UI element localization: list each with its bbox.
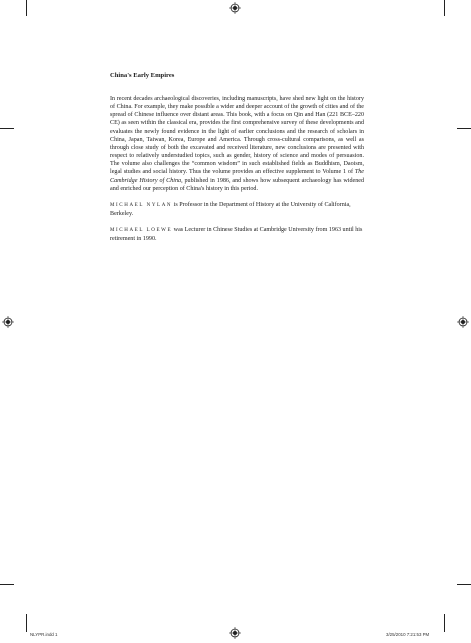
author-bio-loewe xyxy=(110,226,364,243)
page-content xyxy=(110,72,364,252)
slug-file-name: NLYPR.indd 1 xyxy=(30,632,58,637)
blurb-text-part-2: , published in 1986, and shows how subsequent archaeology has widened and enriched our perception of China's history in this period. xyxy=(110,177,364,192)
crop-mark-left-lower xyxy=(0,584,14,585)
blurb-italic-title: The Cambridge History of China xyxy=(110,169,364,184)
blurb-text-part-1: In recent decades archaeological discoveries, including manuscripts, have shed new light on the history of China. For example, they make possible a wider and deeper account of the growth of cities and of the spread of Chinese influence over distant areas. This book, with a focus on Qin and Han (221 BCE–220 CE) as seen within the classical era, provides the first comprehensive survey of these developments and evaluates the newly found evidence in the light of earlier conclusions and the research of scholars in China, Japan, Taiwan, Korea, Europe and America. Through cross-cultural comparisons, as well as through close study of both the excavated and received literature, new conclusions are presented with respect to relatively understudied topics, such as gender, history of science and modes of persuasion. The volume also challenges the “common wisdom” in such established fields as Buddhism, Daoism, legal studies and social history. Thus the volume provides an effective supplement to Volume 1 of xyxy=(110,96,364,176)
crop-mark-bottom-right xyxy=(444,614,445,632)
crop-mark-bottom-left xyxy=(26,614,27,632)
crop-mark-right-upper xyxy=(457,128,471,129)
crop-mark-top-right xyxy=(444,0,445,16)
book-title: China's Early Empires xyxy=(110,72,175,79)
author-bio-text: was Lecturer in Chinese Studies at Cambridge University from 1963 until his retirement in 1990. xyxy=(110,227,363,243)
registration-mark-right-icon xyxy=(457,316,469,328)
author-bio-text: is Professor in the Department of History at the University of California, Berkeley. xyxy=(110,201,351,218)
crop-mark-top-left xyxy=(26,0,27,16)
registration-mark-bottom-icon xyxy=(229,627,241,639)
author-bio-nylan xyxy=(110,201,364,218)
author-name: MICHAEL LOEWE xyxy=(110,228,173,234)
crop-mark-left-upper xyxy=(0,128,14,129)
crop-mark-right-lower xyxy=(457,584,471,585)
registration-mark-left-icon xyxy=(2,316,14,328)
slug-timestamp: 3/25/2010 7:21:53 PM xyxy=(386,632,430,637)
book-description xyxy=(110,95,364,193)
author-name: MICHAEL NYLAN xyxy=(110,202,173,208)
registration-mark-top-icon xyxy=(229,2,241,14)
